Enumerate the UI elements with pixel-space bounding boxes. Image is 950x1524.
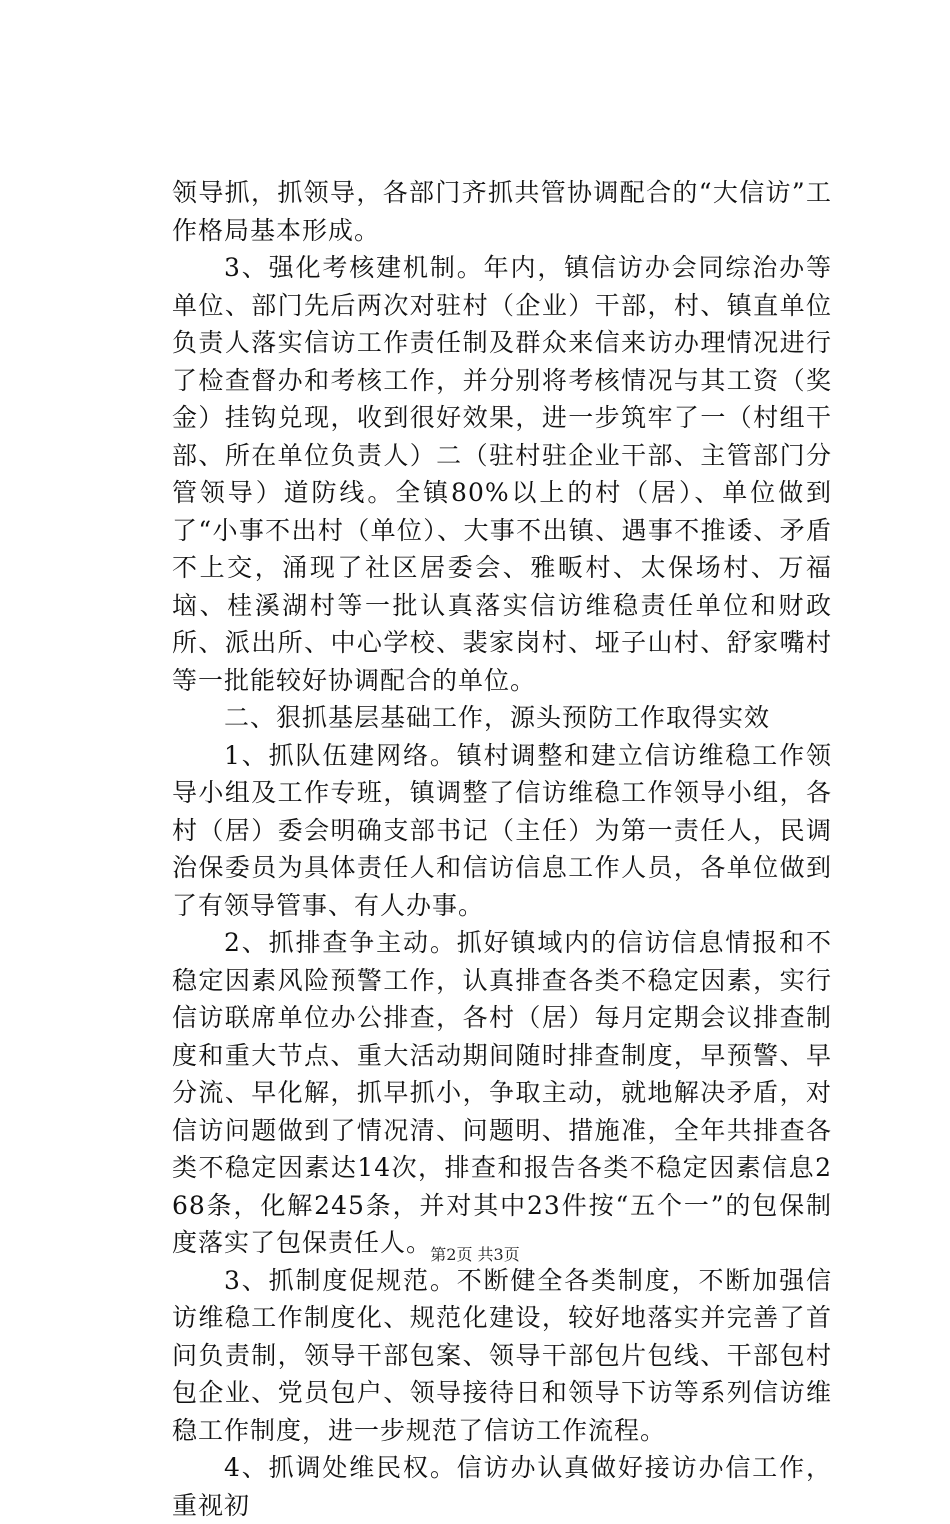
paragraph-assessment-mechanism: 3、强化考核建机制。年内，镇信访办会同综治办等单位、部门先后两次对驻村（企业）干部，村、镇直单位负责人落实信访工作责任制及群众来信来访办理情况进行了检查督办和考核工作，并分别将考核情况与其工资（奖金）挂钩兑现，收到很好效果，进一步筑牢了一（村组干部、所在单位负责人）二（驻村驻企业干部、主管部门分管领导）道防线。全镇80%以上的村（居）、单位做到了“小事不出村（单位）、大事不出镇、遇事不推诿、矛盾不上交，涌现了社区居委会、雅畈村、太保场村、万福垴、桂溪湖村等一批认真落实信访维稳责任单位和财政所、派出所、中心学校、裴家岗村、垭子山村、舒家嘴村等一批能较好协调配合的单位。 [172,253,832,695]
paragraph-system-regulation: 3、抓制度促规范。不断健全各类制度，不断加强信访维稳工作制度化、规范化建设，较好地落实并完善了首问负责制，领导干部包案、领导干部包片包线、干部包村包企业、党员包户、领导接待日和领导下访等系列信访维稳工作制度，进一步规范了信访工作流程。 [172,1265,832,1445]
paragraph-mediation: 4、抓调处维民权。信访办认真做好接访办信工作，重视初 [172,1453,832,1520]
paragraph-investigation: 2、抓排查争主动。抓好镇域内的信访信息情报和不稳定因素风险预警工作，认真排查各类不稳定因素，实行信访联席单位办公排查，各村（居）每月定期会议排查制度和重大节点、重大活动期间随时排查制度，早预警、早分流、早化解，抓早抓小，争取主动，就地解决矛盾，对信访问题做到了情况清、问题明、措施准，全年共排查各类不稳定因素达14次，排查和报告各类不稳定因素信息268条，化解245条，并对其中23件按“五个一”的包保制度落实了包保责任人。 [172,928,832,1257]
document-body [172,174,832,1524]
paragraph-team-network: 1、抓队伍建网络。镇村调整和建立信访维稳工作领导小组及工作专班，镇调整了信访维稳工作领导小组，各村（居）委会明确支部书记（主任）为第一责任人，民调治保委员为具体责任人和信访信息工作人员，各单位做到了有领导管事、有人办事。 [172,740,832,920]
page-number-footer: 第2页 共3页 [430,1245,520,1264]
paragraph-continuation: 领导抓，抓领导，各部门齐抓共管协调配合的“大信访”工作格局基本形成。 [172,178,832,245]
section-heading-grassroots: 二、狠抓基层基础工作，源头预防工作取得实效 [224,703,771,732]
